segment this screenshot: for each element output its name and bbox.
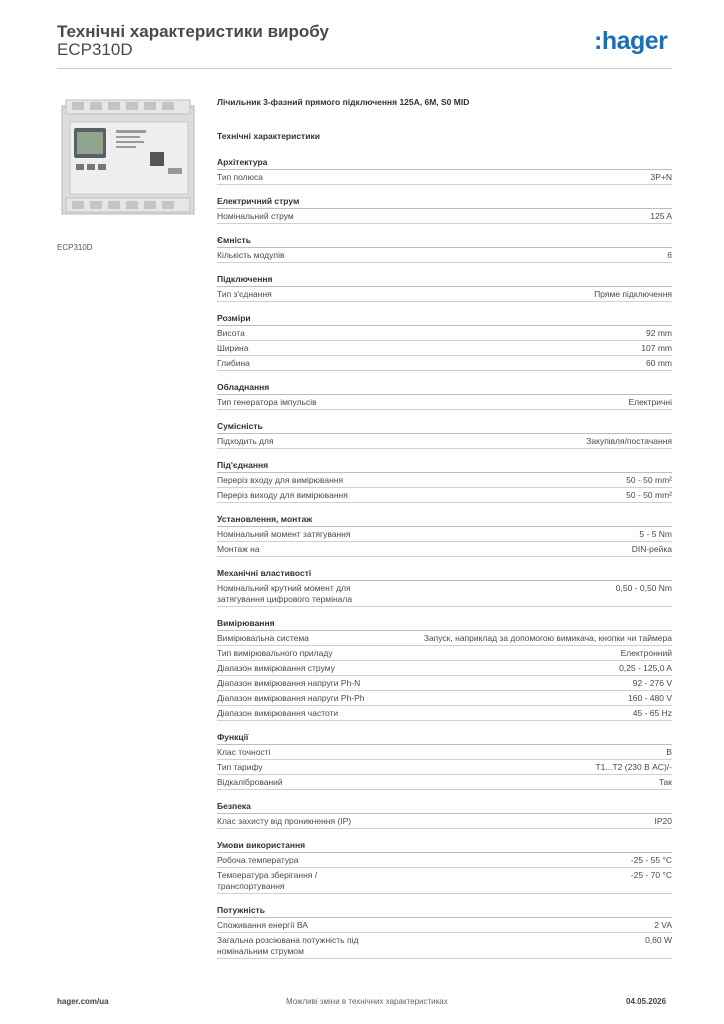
spec-group-title: Обладнання bbox=[217, 380, 672, 395]
spec-row bbox=[217, 248, 672, 263]
spec-group-title: Електричний струм bbox=[217, 194, 672, 209]
hager-logo: :hager bbox=[594, 27, 668, 55]
spec-row bbox=[217, 868, 672, 894]
spec-label: Клас захисту від проникнення (IP) bbox=[217, 815, 352, 826]
spec-value: 107 mm bbox=[641, 342, 672, 353]
spec-group bbox=[217, 838, 672, 894]
spec-label: Клас точності bbox=[217, 746, 271, 757]
spec-row bbox=[217, 209, 672, 224]
spec-row bbox=[217, 646, 672, 661]
spec-label: Тип тарифу bbox=[217, 761, 263, 772]
spec-group bbox=[217, 566, 672, 607]
product-image bbox=[60, 98, 196, 216]
spec-value: Електронний bbox=[620, 647, 672, 658]
spec-value: Закупівля/постачання bbox=[586, 435, 672, 446]
spec-row bbox=[217, 473, 672, 488]
spec-label: Номінальний струм bbox=[217, 210, 294, 221]
spec-value: 160 - 480 V bbox=[628, 692, 672, 703]
spec-row bbox=[217, 287, 672, 302]
spec-label: Переріз входу для вимірювання bbox=[217, 474, 344, 485]
spec-row bbox=[217, 356, 672, 371]
spec-value: 0,60 W bbox=[645, 934, 672, 945]
image-caption: ECP310D bbox=[57, 243, 93, 252]
spec-label: Загальна розсіювана потужність під номінальним струмом bbox=[217, 934, 359, 956]
footer-notice: Можливі зміни в технічних характеристиках bbox=[286, 997, 448, 1006]
spec-value: Запуск, наприклад за допомогою вимикача, кнопки чи таймера bbox=[423, 632, 672, 643]
header-divider bbox=[57, 68, 672, 69]
footer-date: 04.05.2026 bbox=[626, 997, 667, 1006]
spec-sheet bbox=[217, 95, 672, 968]
spec-label: Тип вимірювального приладу bbox=[217, 647, 333, 658]
spec-value: T1...T2 (230 В AC)/- bbox=[595, 761, 672, 772]
spec-label: Кількість модулів bbox=[217, 249, 285, 260]
spec-group-title: Безпека bbox=[217, 799, 672, 814]
spec-row bbox=[217, 542, 672, 557]
spec-value: Електричні bbox=[628, 396, 672, 407]
spec-label: Відкалібрований bbox=[217, 776, 283, 787]
spec-group bbox=[217, 799, 672, 829]
spec-label: Номінальний момент затягування bbox=[217, 528, 351, 539]
spec-label: Номінальний крутний момент для затягування цифрового термінала bbox=[217, 582, 353, 604]
spec-value: DIN-рейка bbox=[631, 543, 672, 554]
spec-value: Так bbox=[658, 776, 672, 787]
spec-group bbox=[217, 616, 672, 721]
spec-value: 45 - 65 Hz bbox=[632, 707, 672, 718]
spec-row bbox=[217, 341, 672, 356]
spec-value: 3P+N bbox=[650, 171, 672, 182]
spec-label: Діапазон вимірювання струму bbox=[217, 662, 335, 673]
spec-value: -25 - 55 °C bbox=[630, 854, 672, 865]
spec-label: Переріз виходу для вимірювання bbox=[217, 489, 348, 500]
spec-value: 0,25 - 125,0 A bbox=[619, 662, 672, 673]
spec-label: Робоча температура bbox=[217, 854, 299, 865]
spec-value: Пряме підключення bbox=[594, 288, 672, 299]
spec-group bbox=[217, 233, 672, 263]
spec-group bbox=[217, 311, 672, 371]
spec-row bbox=[217, 706, 672, 721]
product-code: ECP310D bbox=[57, 40, 133, 59]
spec-group-title: Підключення bbox=[217, 272, 672, 287]
spec-value: 92 - 276 V bbox=[632, 677, 672, 688]
spec-row bbox=[217, 170, 672, 185]
spec-label: Глибина bbox=[217, 357, 250, 368]
spec-label: Споживання енергії ВА bbox=[217, 919, 308, 930]
spec-group-title: Потужність bbox=[217, 903, 672, 918]
footer-website[interactable]: hager.com/ua bbox=[57, 997, 109, 1006]
spec-value: 60 mm bbox=[646, 357, 672, 368]
spec-row bbox=[217, 933, 672, 959]
spec-group bbox=[217, 155, 672, 185]
spec-group bbox=[217, 512, 672, 557]
spec-group-title: Умови використання bbox=[217, 838, 672, 853]
spec-group-title: Під'єднання bbox=[217, 458, 672, 473]
spec-label: Монтаж на bbox=[217, 543, 260, 554]
spec-row bbox=[217, 581, 672, 607]
spec-value: 2 VA bbox=[654, 919, 672, 930]
spec-group-title: Сумісність bbox=[217, 419, 672, 434]
spec-label: Підходить для bbox=[217, 435, 274, 446]
spec-group bbox=[217, 730, 672, 790]
spec-group-title: Розміри bbox=[217, 311, 672, 326]
spec-row bbox=[217, 918, 672, 933]
spec-value: 0,50 - 0,50 Nm bbox=[615, 582, 672, 593]
spec-group-title: Вимірювання bbox=[217, 616, 672, 631]
spec-group bbox=[217, 380, 672, 410]
spec-row bbox=[217, 814, 672, 829]
spec-label: Температура зберігання / транспортування bbox=[217, 869, 318, 891]
spec-value: 6 bbox=[667, 249, 672, 260]
spec-group bbox=[217, 458, 672, 503]
spec-value: 125 A bbox=[650, 210, 672, 221]
spec-value: 50 - 50 mm² bbox=[626, 474, 672, 485]
spec-value: -25 - 70 °C bbox=[630, 869, 672, 880]
spec-value: IP20 bbox=[654, 815, 672, 826]
spec-group bbox=[217, 194, 672, 224]
spec-row bbox=[217, 395, 672, 410]
spec-label: Ширина bbox=[217, 342, 249, 353]
spec-value: 92 mm bbox=[646, 327, 672, 338]
tech-heading: Технічні характеристики bbox=[217, 131, 320, 141]
spec-group-title: Архітектура bbox=[217, 155, 672, 170]
spec-row bbox=[217, 527, 672, 542]
spec-group bbox=[217, 419, 672, 449]
spec-row bbox=[217, 853, 672, 868]
spec-label: Тип з'єднання bbox=[217, 288, 272, 299]
spec-value: 5 - 5 Nm bbox=[639, 528, 672, 539]
spec-row bbox=[217, 760, 672, 775]
product-name: Лічильник 3-фазний прямого підключення 125A, 6M, S0 MID bbox=[217, 97, 470, 107]
spec-row bbox=[217, 691, 672, 706]
spec-row bbox=[217, 488, 672, 503]
spec-label: Вимірювальна система bbox=[217, 632, 309, 643]
spec-group-title: Ємність bbox=[217, 233, 672, 248]
spec-row bbox=[217, 434, 672, 449]
spec-value: B bbox=[666, 746, 672, 757]
spec-label: Тип генератора імпульсів bbox=[217, 396, 317, 407]
spec-row bbox=[217, 676, 672, 691]
spec-value: 50 - 50 mm² bbox=[626, 489, 672, 500]
spec-label: Діапазон вимірювання частоти bbox=[217, 707, 339, 718]
spec-group bbox=[217, 903, 672, 959]
page-title: Технічні характеристики виробу bbox=[57, 22, 329, 41]
spec-groups bbox=[217, 155, 672, 959]
spec-row bbox=[217, 631, 672, 646]
spec-row bbox=[217, 326, 672, 341]
spec-group-title: Механічні властивості bbox=[217, 566, 672, 581]
spec-group-title: Функції bbox=[217, 730, 672, 745]
spec-label: Діапазон вимірювання напруги Ph-N bbox=[217, 677, 361, 688]
spec-group-title: Установлення, монтаж bbox=[217, 512, 672, 527]
spec-group bbox=[217, 272, 672, 302]
spec-row bbox=[217, 745, 672, 760]
spec-row bbox=[217, 661, 672, 676]
spec-label: Висота bbox=[217, 327, 245, 338]
spec-row bbox=[217, 775, 672, 790]
spec-label: Діапазон вимірювання напруги Ph-Ph bbox=[217, 692, 365, 703]
spec-label: Тип полюса bbox=[217, 171, 263, 182]
